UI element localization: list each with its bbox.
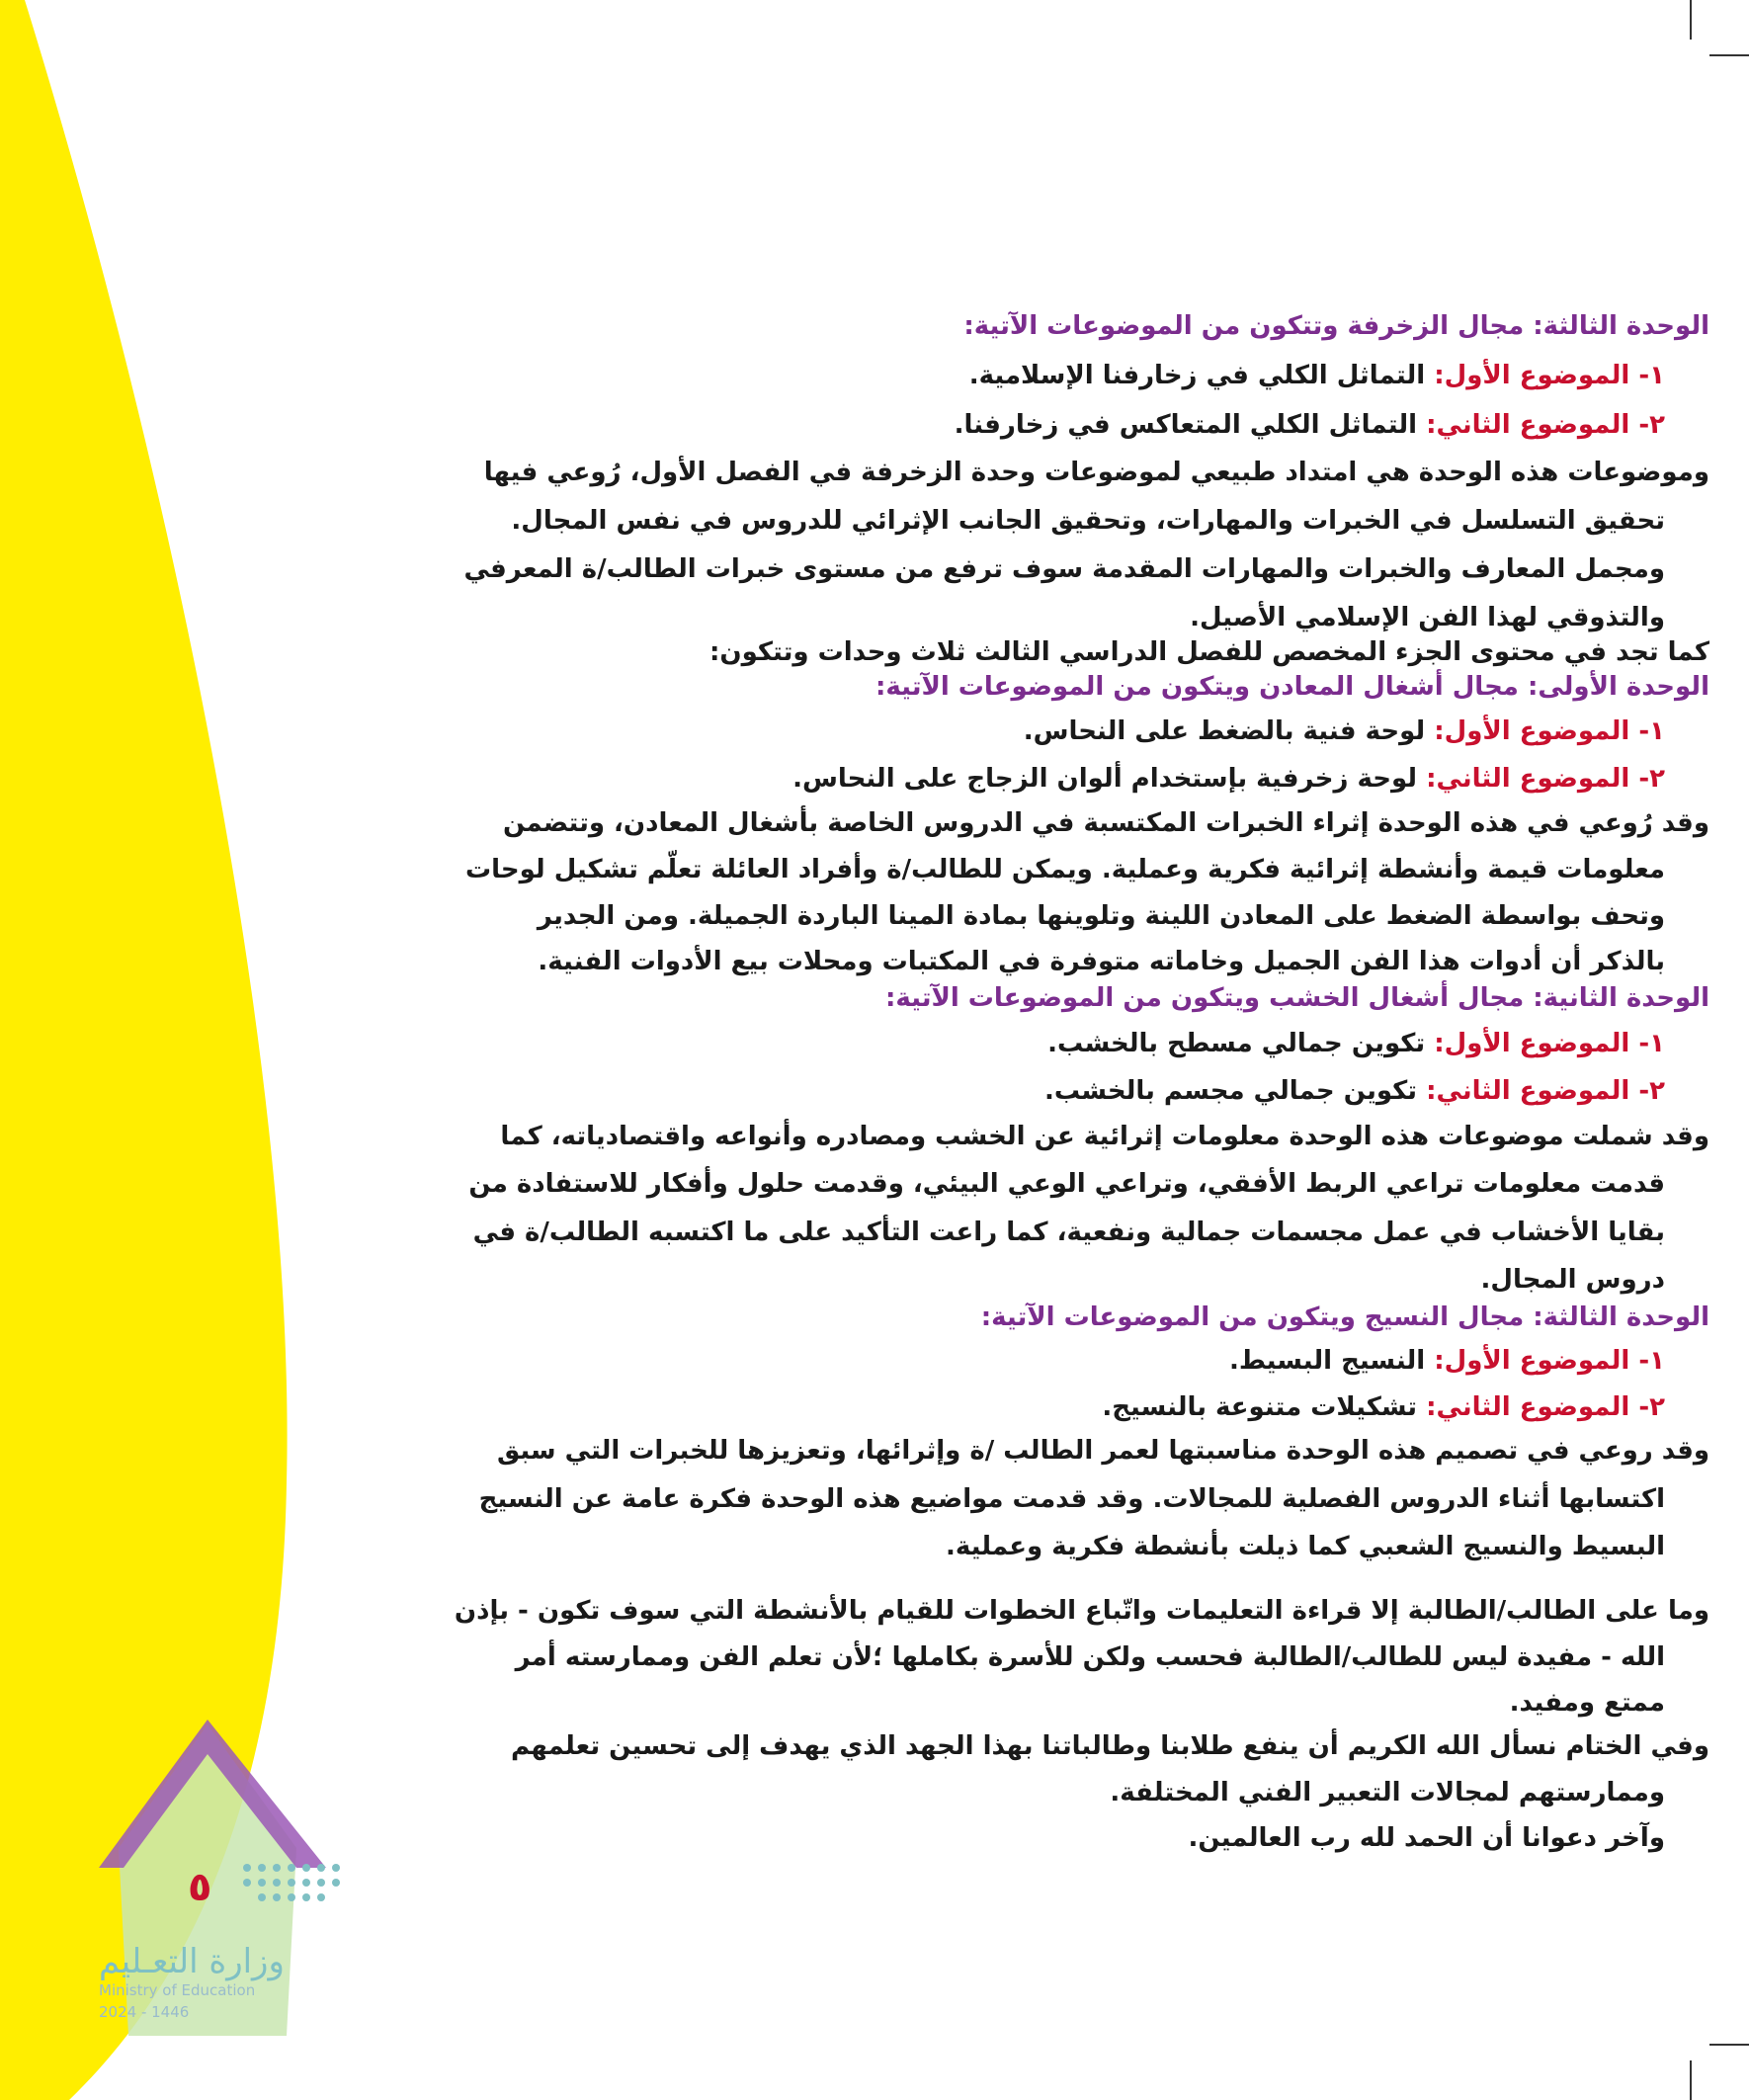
paragraph-line: ممتع ومفيد. [1509,1688,1665,1718]
paragraph-line: وفي الختام نسأل الله الكريم أن ينفع طلابنا وطالباتنا بهذا الجهد الذي يهدف إلى تحسين تعلمهم [511,1731,1709,1761]
topic-number: ٢- [1629,410,1665,440]
topic-item [792,764,1665,794]
topic-text: النسيج البسيط. [1228,1346,1426,1376]
topic-item [1102,1392,1665,1422]
ministry-name-en: Ministry of Education [99,1981,256,1999]
topic-item [1024,716,1665,746]
intro-line: كما تجد في محتوى الجزء المخصص للفصل الدراسي الثالث ثلاث وحدات وتتكون: [709,637,1709,667]
paragraph-line: قدمت معلومات تراعي الربط الأفقي، وتراعي الوعي البيئي، وقدمت حلول وأفكار للاستفادة من [468,1169,1665,1199]
topic-label: الموضوع الثاني: [1417,410,1630,440]
topic-number: ١- [1629,1029,1665,1058]
paragraph-line: وقد شملت موضوعات هذه الوحدة معلومات إثرائية عن الخشب ومصادره وأنواعه واقتصادياته، كما [500,1122,1709,1151]
paragraph-line: بالذكر أن أدوات هذا الفن الجميل وخاماته متوفرة في المكتبات ومحلات بيع الأدوات الفنية. [538,947,1665,976]
paragraph-line: تحقيق التسلسل في الخبرات والمهارات، وتحقيق الجانب الإثرائي للدروس في نفس المجال. [511,506,1665,536]
paragraph-line: وممارستهم لمجالات التعبير الفني المختلفة. [1110,1778,1665,1807]
topic-label: الموضوع الأول: [1425,716,1630,746]
paragraph-line: الله - مفيدة ليس للطالب/الطالبة فحسب ولكن للأسرة بكاملها ؛لأن تعلم الفن وممارسته أمر [515,1642,1665,1672]
paragraph-line: وما على الطالب/الطالبة إلا قراءة التعليمات واتّباع الخطوات للقيام بالأنشطة التي سوف تكون - بإذن [454,1596,1709,1626]
topic-number: ١- [1629,361,1665,390]
topic-item [969,361,1665,390]
paragraph-line: وقد رُوعي في هذه الوحدة إثراء الخبرات المكتسبة في الدروس الخاصة بأشغال المعادن، وتتضمن [503,808,1709,838]
paragraph-line: ومجمل المعارف والخبرات والمهارات المقدمة سوف ترفع من مستوى خبرات الطالب/ة المعرفي [463,554,1665,584]
paragraph-line: دروس المجال. [1480,1265,1665,1295]
topic-text: لوحة زخرفية بإستخدام ألوان الزجاج على النحاس. [792,764,1418,794]
topic-text: التماثل الكلي المتعاكس في زخارفنا. [954,410,1418,440]
topic-label: الموضوع الثاني: [1417,1392,1630,1422]
topic-text: تكوين جمالي مجسم بالخشب. [1043,1076,1418,1106]
topic-number: ١- [1629,1346,1665,1376]
topic-label: الموضوع الأول: [1425,361,1630,390]
topic-number: ٢- [1629,1076,1665,1106]
topic-item [1047,1029,1665,1058]
paragraph-line: اكتسابها أثناء الدروس الفصلية للمجالات. وقد قدمت مواضيع هذه الوحدة فكرة عامة عن النسيج [478,1484,1665,1514]
edition-year: 2024 - 1446 [99,2003,190,2021]
paragraph-line: معلومات قيمة وأنشطة إثرائية فكرية وعملية. ويمكن للطالب/ة وأفراد العائلة تعلّم تشكيل لوحات [464,855,1665,884]
topic-text: تكوين جمالي مسطح بالخشب. [1047,1029,1426,1058]
unit-heading: الوحدة الأولى: مجال أشغال المعادن ويتكون من الموضوعات الآتية: [874,672,1709,702]
topic-label: الموضوع الثاني: [1417,1076,1630,1106]
paragraph-line: البسيط والنسيج الشعبي كما ذيلت بأنشطة فكرية وعملية. [945,1532,1665,1561]
topic-text: التماثل الكلي في زخارفنا الإسلامية. [968,361,1426,390]
ministry-logo-text: وزارة التعـليم [99,1942,285,1981]
topic-text: لوحة فنية بالضغط على النحاس. [1023,716,1426,746]
paragraph-line: وموضوعات هذه الوحدة هي امتداد طبيعي لموضوعات وحدة الزخرفة في الفصل الأول، رُوعي فيها [483,458,1709,487]
topic-text: تشكيلات متنوعة بالنسيج. [1102,1392,1418,1422]
paragraph-line: وقد روعي في تصميم هذه الوحدة مناسبتها لعمر الطالب /ة وإثرائها، وتعزيزها للخبرات التي سبق [496,1436,1709,1466]
topic-label: الموضوع الثاني: [1417,764,1630,794]
topic-label: الموضوع الأول: [1425,1346,1630,1376]
topic-number: ٢- [1629,1392,1665,1422]
topic-item [1229,1346,1665,1376]
topic-label: الموضوع الأول: [1425,1029,1630,1058]
topic-number: ١- [1629,716,1665,746]
unit-heading: الوحدة الثانية: مجال أشغال الخشب ويتكون من الموضوعات الآتية: [884,983,1709,1013]
paragraph-line: بقايا الأخشاب في عمل مجسمات جمالية ونفعية، كما راعت التأكيد على ما اكتسبه الطالب/ة في [472,1218,1665,1247]
topic-number: ٢- [1629,764,1665,794]
topic-item [1044,1076,1665,1106]
paragraph-line: وآخر دعوانا أن الحمد لله رب العالمين. [1188,1823,1665,1853]
page-number: ٥ [188,1865,212,1910]
topic-item [955,410,1665,440]
unit-heading: الوحدة الثالثة: مجال الزخرفة وتتكون من الموضوعات الآتية: [963,311,1709,341]
paragraph-line: والتذوقي لهذا الفن الإسلامي الأصيل. [1190,603,1665,632]
paragraph-line: وتحف بواسطة الضغط على المعادن اللينة وتلوينها بمادة المينا الباردة الجميلة. ومن الجدير [537,901,1665,931]
unit-heading: الوحدة الثالثة: مجال النسيج ويتكون من الموضوعات الآتية: [980,1302,1709,1332]
